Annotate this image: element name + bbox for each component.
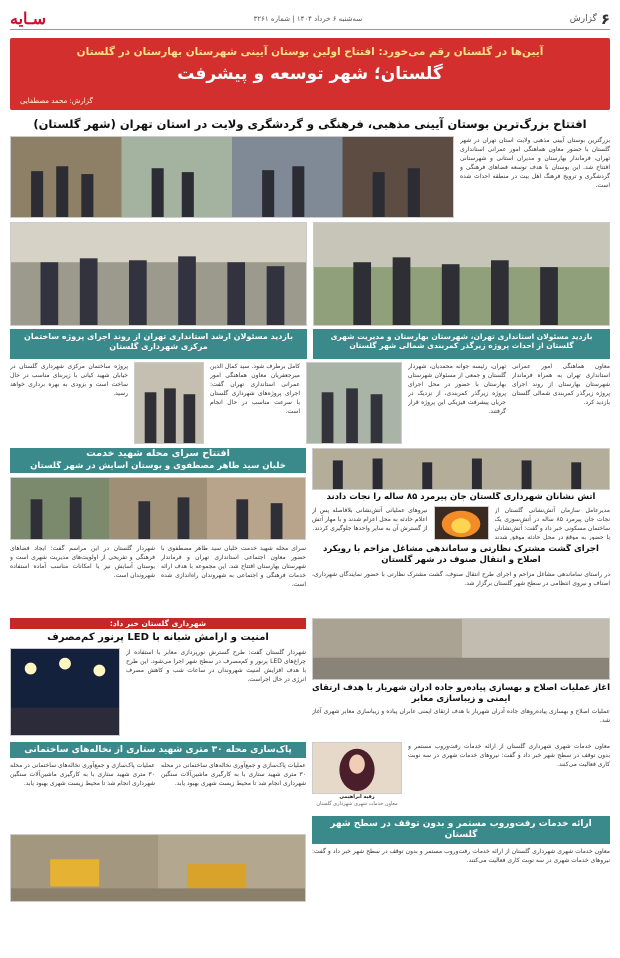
interviewee-name: رقیه ابراهیمی xyxy=(339,794,375,800)
masthead xyxy=(10,8,610,30)
fire-headline: آتش نشانان شهرداری گلستان جان پیرمرد ۸۵ ساله را نجات دادند xyxy=(326,492,596,502)
service-headline: ارائه خدمات رفت‌وروب مستمر و بدون توقف در سطح شهر گلستان xyxy=(312,816,610,844)
text-building-b: پروژه ساختمان مرکزی شهرداری گلستان در خیابان شهید کیانی با زیربنای مناسب در حال ساخت است و بزودی به بهره برداری خواهد رسید. xyxy=(10,363,128,397)
cultural-house-headline-2: خلبان سید طاهر مصطفوی و بوستان آسایش در شهر گلستان xyxy=(10,461,306,473)
issue-info: سه‌شنبه ۶ خرداد ۱۴۰۴ | شماره ۳۲۶۱ xyxy=(253,14,363,23)
photo-ceremony-2 xyxy=(313,222,610,326)
enforcement-headline: اجرای گشت مشترک نظارتی و ساماندهی مشاغل مزاحم با رویکرد اصلاح و انتقال صنوف در شهر گلستان xyxy=(323,544,599,565)
led-text: شهردار گلستان گفت: طرح گسترش نورپردازی معابر با استفاده از چراغ‌های LED پرنور و کم‌مصرف در سطح شهر اجرا می‌شود. این طرح با هدف افزایش امنیت شهروندان در ساعات شب و کاهش مصرف انرژی در حال اجراست. xyxy=(126,649,306,683)
byline: گزارش: محمد مصطفایی xyxy=(20,97,93,105)
cleanup-text: عملیات پاک‌سازی و جمع‌آوری نخاله‌های ساختمانی در محله ۳۰ متری شهید ستاری با به کارگیری ماشین‌آلات سنگین شهرداری انجام شد تا محیط زیست شهری بهبود یابد. xyxy=(161,762,306,787)
photo-interviewee xyxy=(312,742,402,794)
photo-fire-crew xyxy=(312,448,610,490)
subhead-building-visit: بازدید مسئولان ارشد استانداری تهران از روند اجرای پروژه ساختمان مرکزی شهرداری گلستان xyxy=(10,329,307,359)
page-number: ۶ xyxy=(600,9,610,28)
cultural-house-headline-1: افتتاح سرای محله شهید خدمت xyxy=(10,448,306,461)
photo-fire xyxy=(434,506,489,540)
red-strip: شهرداری گلستان خبر داد: xyxy=(10,618,306,629)
section-label xyxy=(570,10,610,28)
article-intro: بزرگترین بوستان آیینی مذهبی ولایت استان تهران در شهر گلستان با حضور معاون هماهنگی امور عمرانی استانداری تهران، فرماندار بهارستان و مدیران استانی و شهرستانی افتتاح شد. این بوستان با هدف توسعه فضاهای فرهنگی و گردشگری و ترویج فرهنگ اهل بیت در منطقه احداث شده است. xyxy=(460,137,610,189)
section-name: گزارش xyxy=(569,13,597,24)
service-text: معاون خدمات شهری شهرداری گلستان از ارائه خدمات رفت‌وروب مستمر و بدون توقف در سطح شهر خبر داد و گفت: نیروهای خدمات شهری در سه نوبت کاری فعالیت می‌کنند. xyxy=(312,848,610,864)
photo-underpass xyxy=(306,362,402,444)
enforcement-article xyxy=(312,544,610,614)
cultural-house-text-b: شهردار گلستان در این مراسم گفت: ایجاد فضاهای فرهنگی و تفریحی از اولویت‌های مدیریت شهری است و بوستان آسایش نیز با امکانات مناسب آماده استفاده شهروندان است. xyxy=(10,545,155,579)
banner-title: گلستان؛ شهر توسعه و پیشرفت xyxy=(177,64,443,84)
fire-text-b: نیروهای عملیاتی آتش‌نشانی بلافاصله پس از اعلام حادثه به محل اعزام شدند و با مهار آتش از گسترش آن به سایر واحدها جلوگیری کردند. xyxy=(312,507,428,532)
fire-article xyxy=(312,448,610,540)
cleanup-article xyxy=(10,742,306,904)
interview-box xyxy=(312,742,402,812)
cleanup-text-b: عملیات پاک‌سازی و جمع‌آوری نخاله‌های ساختمانی در محله ۳۰ متری شهید ستاری با به کارگیری ماشین‌آلات سنگین شهرداری انجام شد تا محیط زیست شهری بهبود یابد. xyxy=(10,762,155,787)
subhead-underpass-visit: بازدید مسئولان استانداری تهران، شهرستان بهارستان و مدیریت شهری گلستان از احداث پروژه زیرگذر کمربندی شمالی شهر گلستان xyxy=(313,329,610,359)
interviewee-role: معاون خدمات شهری شهرداری گلستان xyxy=(316,801,398,807)
enforcement-text: در راستای ساماندهی مشاغل مزاحم و اجرای طرح انتقال صنوف، گشت مشترک نظارتی با حضور نمایندگان شهرداری، اصناف و نیروی انتظامی در سطح شهر گلستان برگزار شد. xyxy=(312,571,610,587)
cultural-house-text-a: سرای محله شهید خدمت خلبان سید طاهر مصطفوی با حضور معاون اجتماعی استانداری تهران و فرماندار شهرستان بهارستان افتتاح شد. این مجموعه با هدف ارائه خدمات فرهنگی و اجتماعی به شهروندان راه‌اندازی شده است. xyxy=(161,545,306,588)
newspaper-logo: سـایه xyxy=(10,9,47,28)
text-building-a: کامل برطرف شود. سید کمال الدین میرجعفریان معاون هماهنگی امور عمرانی استانداری تهران گفت: اجرای پروژه‌های شهرداری گلستان با سرعت مناسب در حال انجام است. xyxy=(210,363,300,415)
photo-cultural-house xyxy=(10,477,306,540)
fire-text-a: مدیرعامل سازمان آتش‌نشانی گلستان از نجات جان پیرمرد ۸۵ ساله در آتش‌سوزی یک ساختمان مسکونی خبر داد و گفت: آتش‌نشانان با حضور به موقع در محل حادثه موفق شدند xyxy=(494,507,610,540)
service-article xyxy=(312,742,610,904)
cleanup-headline: پاک‌سازی محله ۳۰ متری شهید ستاری از نخاله‌های ساختمانی xyxy=(10,742,306,758)
cultural-house-article xyxy=(10,448,306,540)
paving-text: عملیات اصلاح و بهسازی پیاده‌روهای جاده آدران شهریار با هدف ارتقای ایمنی عابران پیاده و زیباسازی معابر شهری آغاز شد. xyxy=(312,708,610,724)
top-banner xyxy=(10,38,610,110)
paving-headline: آغاز عملیات اصلاح و بهسازی پیاده‌رو جاده آدران شهریار با هدف ارتقای ایمنی و زیباسازی معابر xyxy=(312,683,610,704)
photo-cleanup xyxy=(10,834,306,902)
photo-building xyxy=(134,362,204,444)
paving-article xyxy=(312,618,610,738)
photo-paving xyxy=(312,618,610,680)
interview-text: معاون خدمات شهری شهرداری گلستان از ارائه خدمات رفت‌وروب مستمر و بدون توقف در سطح شهر خبر داد و گفت: نیروهای خدمات شهری در سه نوبت کاری فعالیت می‌کنند. xyxy=(408,743,610,768)
photo-led-lights xyxy=(10,648,120,736)
banner-kicker: آیین‌ها در گلستان رقم می‌خورد: افتتاح اولین بوستان آیینی شهرستان بهارستان در گلستان xyxy=(76,46,544,58)
text-underpass-b: تهران، رئیسه جوانه محمدیان، شهردار گلستان و جمعی از مسئولان شهرستان بهارستان با حضور در محل اجرای پروژه زیرگذر کمربندی، از نزدیک در جریان پیشرفت فیزیکی این پروژه قرار گرفتند. xyxy=(408,363,506,415)
led-article xyxy=(10,618,306,738)
led-headline: امنیت و آرامش شبانه با LED پرنور کم‌مصرف xyxy=(47,632,269,643)
photo-ceremony-1 xyxy=(10,136,454,218)
main-headline: افتتاح بزرگ‌ترین بوستان آیینی مذهبی، فرهنگی و گردشگری ولایت در استان تهران (شهر گلستان) xyxy=(33,117,587,131)
photo-ceremony-3 xyxy=(10,222,307,326)
text-underpass-a: معاون هماهنگی امور عمرانی استانداری تهران به همراه فرماندار شهرستان بهارستان از روند اجرای پروژه زیرگذر کمربندی شمالی گلستان بازدید کرد. xyxy=(512,363,610,406)
